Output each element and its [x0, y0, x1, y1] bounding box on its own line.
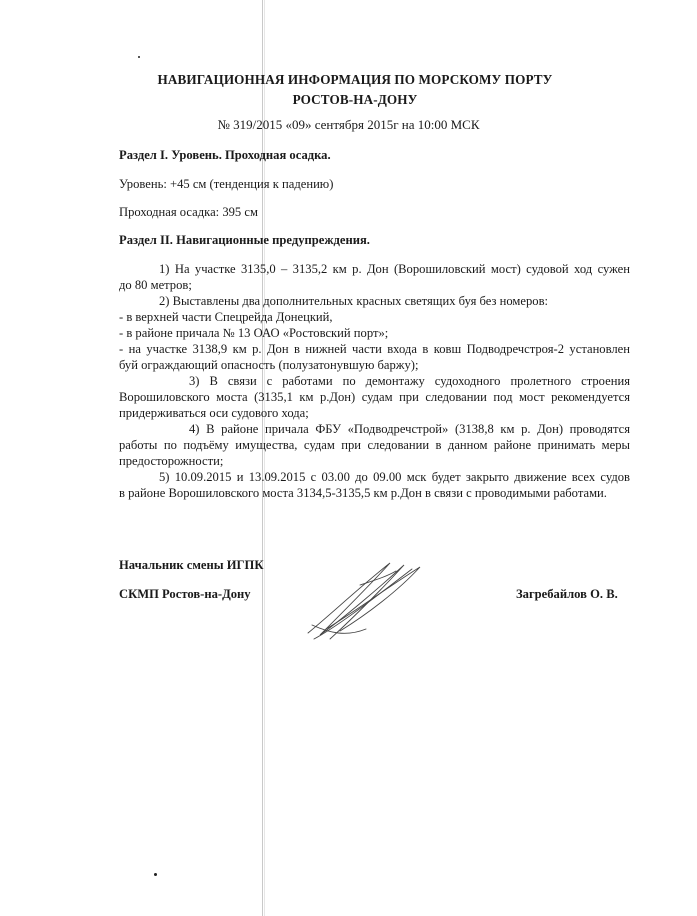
warning-1-line-1: 1) На участке 3135,0 – 3135,2 км р. Дон (Ворошиловский мост) судовой ход сужен [159, 262, 630, 276]
warning-4-line-1: 4) В районе причала ФБУ «Подводречстрой» (3138,8 км р. Дон) проводятся [189, 422, 630, 436]
scan-speck [154, 873, 157, 876]
warning-1-line-2: до 80 метров; [119, 278, 192, 292]
warning-2-line-1: 2) Выставлены два дополнительных красных светящих буя без номеров: [159, 294, 549, 308]
document-title: НАВИГАЦИОННАЯ ИНФОРМАЦИЯ ПО МОРСКОМУ ПОРТУ РОСТОВ-НА-ДОНУ [157, 72, 553, 107]
warning-3-line-3: придерживаться оси судового хода; [119, 406, 309, 420]
warning-3-line-1: 3) В связи с работами по демонтажу судоходного пролетного строения [189, 374, 630, 388]
signatory-position-line-1: Начальник смены ИГПК [119, 558, 264, 572]
signatory-name: Загребайлов О. В. [516, 587, 618, 601]
warning-4-line-2: работы по подъёму имущества, судам при следовании в данном районе принимать меры [119, 438, 630, 452]
warning-2-bullet-3-line-2: буй ограждающий опасность (полузатонувшую баржу); [119, 358, 419, 372]
passable-draft: Проходная осадка: 395 см [119, 205, 258, 219]
warning-2-bullet-1: - в верхней части Спецрейда Донецкий, [119, 310, 333, 324]
warning-5-line-1: 5) 10.09.2015 и 13.09.2015 с 03.00 до 09.00 мск будет закрыто движение всех судов [159, 470, 630, 484]
scan-speck [138, 56, 140, 58]
handwritten-signature [300, 555, 440, 645]
signatory-position-line-2: СКМП Ростов-на-Дону [119, 587, 251, 601]
section-2-heading: Раздел II. Навигационные предупреждения. [119, 233, 370, 247]
warning-5-line-2: в районе Ворошиловского моста 3134,5-3135,5 км р.Дон в связи с проводимыми работами. [119, 486, 607, 500]
warning-3-line-2: Ворошиловского моста (3135,1 км р.Дон) судам при следовании под мост рекомендуется [119, 390, 630, 404]
warning-4-line-3: предосторожности; [119, 454, 224, 468]
document-number-date: № 319/2015 «09» сентября 2015г на 10:00 МСК [217, 117, 480, 132]
section-1-heading: Раздел I. Уровень. Проходная осадка. [119, 148, 331, 162]
warning-2-bullet-2: - в районе причала № 13 ОАО «Ростовский порт»; [119, 326, 389, 340]
warning-2-bullet-3-line-1: - на участке 3138,9 км р. Дон в нижней части входа в ковш Подводречстроя-2 установлен [119, 342, 630, 356]
water-level: Уровень: +45 см (тенденция к падению) [119, 177, 334, 191]
